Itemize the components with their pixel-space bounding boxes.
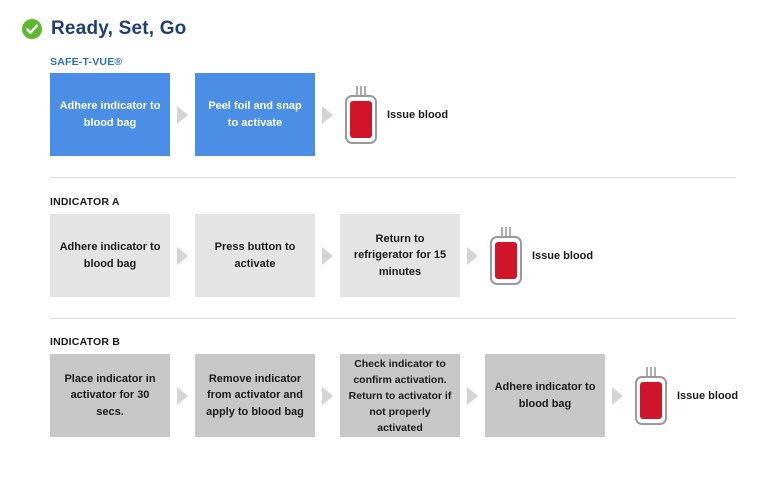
issue-blood-end — [485, 214, 593, 297]
section-safe-t-vue — [50, 56, 740, 129]
arrow-right-icon — [605, 354, 630, 437]
blood-bag-icon — [634, 366, 668, 426]
header — [22, 18, 187, 40]
section-indicator-b — [50, 336, 740, 434]
issue-blood-label: Issue blood — [387, 108, 449, 121]
section-indicator-a — [50, 196, 740, 278]
issue-blood-end — [630, 354, 738, 437]
arrow-right-icon — [315, 354, 340, 437]
process-row — [50, 214, 593, 297]
issue-blood-label: Issue blood — [677, 389, 739, 402]
arrow-right-icon — [460, 214, 485, 297]
blood-bag-icon — [489, 226, 523, 286]
arrow-right-icon — [460, 354, 485, 437]
step-box: Press button to activate — [195, 214, 315, 297]
step-box: Adhere indicator to blood bag — [50, 73, 170, 156]
process-row — [50, 73, 448, 156]
section-label: SAFE-T-VUE® — [50, 56, 123, 68]
arrow-right-icon — [170, 73, 195, 156]
process-row — [50, 354, 738, 437]
step-box: Adhere indicator to blood bag — [50, 214, 170, 297]
issue-blood-label: Issue blood — [532, 249, 594, 262]
arrow-right-icon — [315, 214, 340, 297]
arrow-right-icon — [315, 73, 340, 156]
step-box: Remove indicator from activator and apply to blood bag — [195, 354, 315, 437]
page-title: Ready, Set, Go — [51, 18, 187, 39]
step-box: Peel foil and snap to activate — [195, 73, 315, 156]
step-box: Check indicator to confirm activation. Return to activator if not properly activated — [340, 354, 460, 437]
section-label: INDICATOR B — [50, 336, 121, 348]
check-circle-icon — [22, 19, 42, 39]
step-box: Adhere indicator to blood bag — [485, 354, 605, 437]
step-box: Place indicator in activator for 30 secs. — [50, 354, 170, 437]
section-label: INDICATOR A — [50, 196, 120, 208]
divider — [50, 177, 736, 178]
divider — [50, 318, 736, 319]
arrow-right-icon — [170, 214, 195, 297]
step-box: Return to refrigerator for 15 minutes — [340, 214, 460, 297]
blood-bag-icon — [344, 85, 378, 145]
issue-blood-end — [340, 73, 448, 156]
arrow-right-icon — [170, 354, 195, 437]
